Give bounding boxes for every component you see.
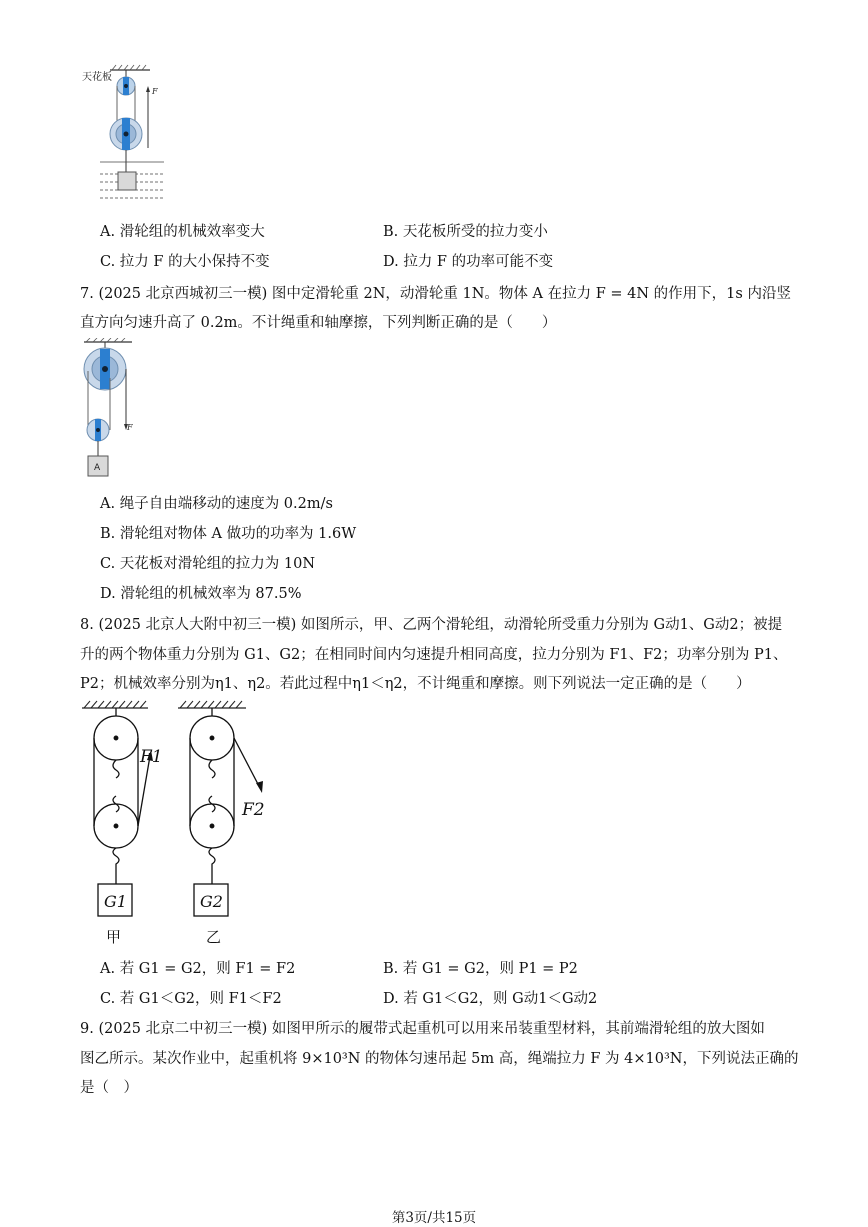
q8-stem-line2: 升的两个物体重力分别为 G1、G2；在相同时间内匀速提升相同高度，拉力分别为 F1、F2；功率分别为 P1、	[80, 647, 788, 663]
q7-stem-line1: 7. (2025 北京西城初三一模) 图中定滑轮重 2N，动滑轮重 1N。物体 A 在拉力 F = 4N 的作用下，1s 内沿竖	[80, 286, 791, 302]
q8-stem-line1: 8. (2025 北京人大附中初三一模) 如图所示，甲、乙两个滑轮组，动滑轮所受重力分别为 G动1、G动2；被提	[80, 617, 783, 633]
q8-option-d: D. 若 G1＜G2，则 G动1＜G动2	[383, 991, 598, 1007]
q8-f2-label: F2	[242, 800, 265, 820]
q6-force-label: F	[152, 87, 158, 96]
q7-option-a: A. 绳子自由端移动的速度为 0.2m/s	[100, 496, 333, 512]
q8-option-a: A. 若 G1 = G2，则 F1 = F2	[100, 961, 296, 977]
q6-option-b: B. 天花板所受的拉力变小	[383, 224, 548, 240]
q7-pulley-figure	[80, 338, 150, 480]
q6-option-c: C. 拉力 F 的大小保持不变	[100, 254, 270, 270]
q8-option-b: B. 若 G1 = G2，则 P1 = P2	[383, 961, 578, 977]
q9-stem-line1: 9. (2025 北京二中初三一模) 如图甲所示的履带式起重机可以用来吊装重型材料，其前端滑轮组的放大图如	[80, 1021, 765, 1037]
q6-option-a: A. 滑轮组的机械效率变大	[100, 224, 265, 240]
q7-option-d: D. 滑轮组的机械效率为 87.5%	[100, 586, 302, 602]
page-footer: 第3页/共15页	[391, 1210, 477, 1226]
q8-g1-label: G1	[104, 892, 127, 911]
q8-label-yi: 乙	[206, 928, 222, 946]
q6-option-d: D. 拉力 F 的功率可能不变	[383, 254, 554, 270]
q9-stem-line2: 图乙所示。某次作业中，起重机将 9×10³N 的物体匀速吊起 5m 高，绳端拉力 F 为 4×10³N，下列说法正确的	[80, 1051, 799, 1067]
q8-stem-line3: P2；机械效率分别为η1、η2。若此过程中η1＜η2，不计绳重和摩擦。则下列说法一定正确的是（ ）	[80, 676, 751, 692]
q6-pulley-figure	[80, 64, 180, 208]
q7-block-label: A	[94, 463, 101, 473]
q8-pulley-figure	[80, 698, 280, 948]
q8-f1-label: F1	[140, 747, 163, 767]
q7-option-b: B. 滑轮组对物体 A 做功的功率为 1.6W	[100, 526, 357, 542]
q9-stem-line3: 是（ ）	[80, 1080, 138, 1096]
q7-option-c: C. 天花板对滑轮组的拉力为 10N	[100, 556, 316, 572]
q8-option-c: C. 若 G1＜G2，则 F1＜F2	[100, 991, 282, 1007]
q7-stem-line2: 直方向匀速升高了 0.2m。不计绳重和轴摩擦，下列判断正确的是（ ）	[80, 315, 557, 331]
q8-label-jia: 甲	[106, 928, 122, 946]
q8-g2-label: G2	[200, 892, 223, 911]
q7-force-label: F	[127, 423, 133, 432]
ceiling-label: 天花板	[82, 72, 112, 83]
